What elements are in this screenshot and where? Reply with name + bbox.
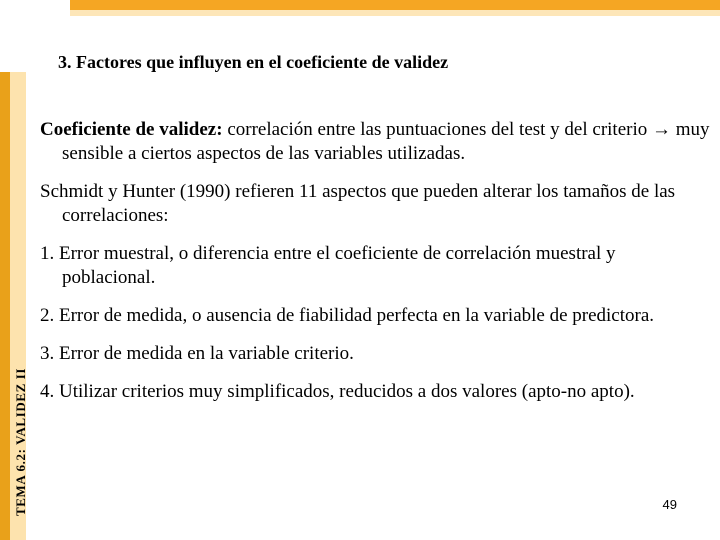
slide-title: 3. Factores que influyen en el coeficiente de validez — [58, 52, 449, 72]
definition-paragraph — [40, 118, 712, 166]
definition-term: Coeficiente de validez: — [40, 119, 223, 140]
side-accent-strip — [0, 72, 10, 540]
slide-content — [40, 118, 712, 418]
list-item-1: 1. Error muestral, o diferencia entre el coeficiente de correlación muestral y poblacional. — [40, 243, 616, 288]
top-bar-gap — [62, 0, 70, 16]
intro-paragraph: Schmidt y Hunter (1990) refieren 11 aspectos que pueden alterar los tamaños de las correlaciones: — [40, 181, 676, 226]
page-number: 49 — [662, 497, 677, 512]
definition-text-2: muy sensible a ciertos aspectos de las variables utilizadas. — [62, 119, 710, 164]
list-item-4: 4. Utilizar criterios muy simplificados, reducidos a dos valores (apto-no apto). — [40, 381, 635, 402]
top-accent-bar-light — [70, 10, 720, 16]
arrow-icon: → — [652, 119, 672, 140]
side-label: TEMA 6.2: VALIDEZ II — [13, 367, 28, 516]
definition-text-1: correlación entre las puntuaciones del test y del criterio — [222, 119, 653, 140]
list-item-2: 2. Error de medida, o ausencia de fiabilidad perfecta en la variable de predictora. — [40, 305, 655, 326]
list-item-3: 3. Error de medida en la variable criterio. — [40, 343, 354, 364]
